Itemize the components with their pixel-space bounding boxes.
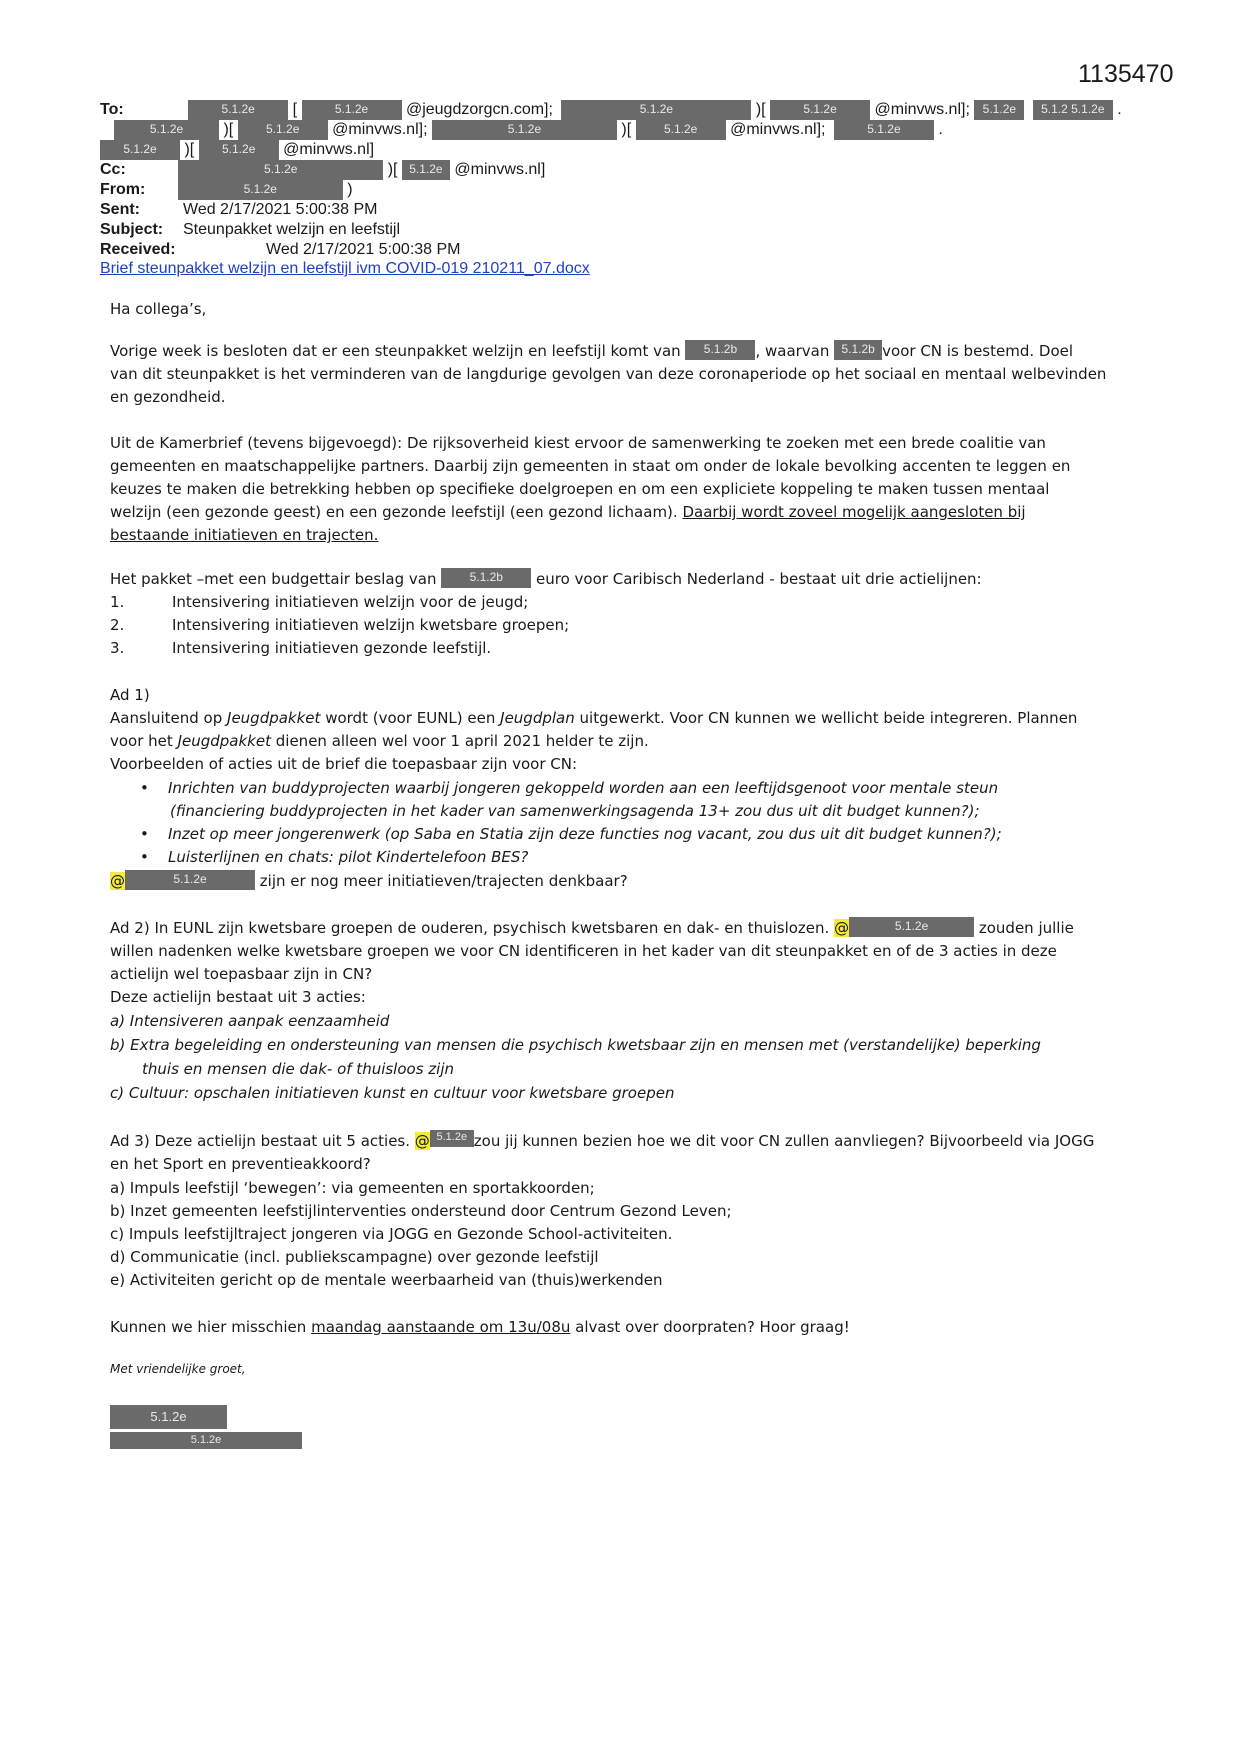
to-line-2: [100, 120, 943, 140]
bullet-continuation: (financiering buddyprojecten in het kader van samenwerkingsagenda 13+ zou dus uit dit budget kunnen?);: [170, 802, 980, 820]
cc-line: [100, 160, 545, 180]
text: Inrichten van buddyprojecten waarbij jongeren gekoppeld worden aan een leeftijdsgenoot voor mentale steun: [168, 779, 999, 797]
to-line-3: [100, 140, 374, 160]
subject-value: Steunpakket welzijn en leefstijl: [183, 221, 401, 238]
list-item: c) Cultuur: opschalen initiatieven kunst en cultuur voor kwetsbare groepen: [110, 1084, 675, 1102]
redaction: 5.1.2e: [125, 870, 255, 890]
redaction: 5.1.2e: [430, 1130, 474, 1147]
bullet-icon: •: [140, 848, 149, 866]
redaction: 5.1.2e: [770, 100, 870, 120]
redaction: 5.1.2e: [199, 140, 279, 160]
text: welzijn (een gezonde geest) en een gezonde leefstijl (een gezond lichaam).: [110, 503, 678, 521]
text: zijn er nog meer initiatieven/trajecten denkbaar?: [259, 872, 628, 890]
text: )[: [223, 121, 234, 138]
numbered-item: [110, 614, 569, 637]
redaction: 5.1.2e: [302, 100, 402, 120]
redaction: 5.1.2e: [114, 120, 219, 140]
item-text: Intensivering initiatieven welzijn voor de jeugd;: [172, 593, 529, 611]
text: @minvws.nl];: [332, 121, 428, 138]
bullet-item: [140, 846, 528, 869]
text: )[: [387, 161, 398, 178]
redaction: 5.1.2e: [849, 917, 974, 937]
item-text: Intensivering initiatieven welzijn kwetsbare groepen;: [172, 616, 570, 634]
text: uitgewerkt. Voor CN kunnen we wellicht beide integreren. Plannen: [579, 709, 1078, 727]
paragraph-line: [110, 568, 982, 591]
item-number: 3.: [110, 639, 125, 657]
text: Aansluitend op: [110, 709, 223, 727]
received-value: Wed 2/17/2021 5:00:38 PM: [266, 241, 461, 258]
sent-value: Wed 2/17/2021 5:00:38 PM: [183, 201, 378, 218]
received-line: [100, 240, 461, 260]
attachment-link[interactable]: Brief steunpakket welzijn en leefstijl ivm COVID-019 210211_07.docx: [100, 260, 590, 277]
paragraph-line: en gezondheid.: [110, 388, 226, 406]
redaction: 5.1.2e: [561, 100, 751, 120]
from-label: From:: [100, 181, 146, 198]
paragraph-line: en het Sport en preventieakkoord?: [110, 1155, 371, 1173]
redaction: 5.1.2e: [238, 120, 328, 140]
list-item: a) Intensiveren aanpak eenzaamheid: [110, 1012, 390, 1030]
text: alvast over doorpraten? Hoor graag!: [575, 1318, 850, 1336]
redaction: 5.1.2e: [834, 120, 934, 140]
list-item: e) Activiteiten gericht op de mentale weerbaarheid van (thuis)werkenden: [110, 1271, 663, 1289]
signature-redaction: 5.1.2e: [110, 1405, 227, 1429]
bullet-item: [140, 777, 998, 800]
redaction: 5.1.2b: [441, 568, 531, 588]
bullet-icon: •: [140, 779, 149, 797]
text: euro voor Caribisch Nederland - bestaat uit drie actielijnen:: [536, 570, 982, 588]
text: Vorige week is besloten dat er een steunpakket welzijn en leefstijl komt van: [110, 342, 681, 360]
text: @minvws.nl];: [730, 121, 826, 138]
redaction: 5.1.2e: [432, 120, 617, 140]
item-number: 2.: [110, 616, 125, 634]
paragraph-line: [110, 707, 1077, 730]
text: @minvws.nl]: [454, 161, 546, 178]
from-line: [100, 180, 353, 200]
list-item: a) Impuls leefstijl ‘bewegen’: via gemeenten en sportakkoorden;: [110, 1179, 595, 1197]
redaction: 5.1.2e: [178, 180, 343, 200]
paragraph-line: [110, 501, 1026, 524]
paragraph-line: [110, 340, 1073, 363]
text: @jeugdzorgcn.com];: [405, 101, 553, 118]
redaction: 5.1.2e: [178, 160, 383, 180]
list-item-continuation: thuis en mensen die dak- of thuisloos zijn: [142, 1060, 455, 1078]
document-id: 1135470: [1078, 60, 1174, 88]
text: .: [938, 121, 943, 138]
text: [: [292, 101, 298, 118]
redaction: 5.1.2 5.1.2e: [1033, 100, 1113, 120]
paragraph-line: actielijn wel toepasbaar zijn in CN?: [110, 965, 373, 983]
text: Ad 3) Deze actielijn bestaat uit 5 acties.: [110, 1132, 411, 1150]
paragraph-line: Deze actielijn bestaat uit 3 acties:: [110, 988, 366, 1006]
numbered-item: [110, 591, 528, 614]
received-label: Received:: [100, 241, 176, 258]
bullet-icon: •: [140, 825, 149, 843]
underlined-text: maandag aanstaande om 13u/08u: [311, 1318, 571, 1336]
text: Ad 2) In EUNL zijn kwetsbare groepen de ouderen, psychisch kwetsbaren en dak- en thuislozen.: [110, 919, 830, 937]
text: Jeugdplan: [500, 709, 575, 727]
sent-line: [100, 200, 378, 220]
text: Kunnen we hier misschien: [110, 1318, 307, 1336]
text: .: [1117, 101, 1122, 118]
redaction: 5.1.2e: [636, 120, 726, 140]
text: @minvws.nl];: [874, 101, 970, 118]
paragraph-line: [110, 730, 649, 753]
redaction: 5.1.2e: [974, 100, 1024, 120]
list-item: d) Communicatie (incl. publiekscampagne) over gezonde leefstijl: [110, 1248, 599, 1266]
bullet-item: [140, 823, 1002, 846]
paragraph-line: [110, 870, 628, 893]
text: Inzet op meer jongerenwerk (op Saba en Statia zijn deze functies nog vacant, zou dus uit dit budget kunnen?);: [168, 825, 1002, 843]
text: Jeugdpakket: [227, 709, 321, 727]
signoff: Met vriendelijke groet,: [110, 1362, 246, 1376]
greeting: Ha collega’s,: [110, 300, 207, 318]
text: Luisterlijnen en chats: pilot Kindertelefoon BES?: [168, 848, 529, 866]
text: @minvws.nl]: [283, 141, 375, 158]
paragraph-line: van dit steunpakket is het verminderen van de langdurige gevolgen van deze coronaperiode op het sociaal en mentaal welbevinden: [110, 365, 1107, 383]
section-title: Ad 1): [110, 686, 150, 704]
paragraph-line: Voorbeelden of acties uit de brief die toepasbaar zijn voor CN:: [110, 755, 578, 773]
text: zouden jullie: [978, 919, 1074, 937]
signature-redaction: 5.1.2e: [110, 1432, 302, 1449]
text: , waarvan: [755, 342, 830, 360]
text: )[: [184, 141, 195, 158]
text: ): [347, 181, 353, 198]
closing-line: [110, 1316, 850, 1339]
mention-at: @: [110, 872, 125, 890]
paragraph-line: keuzes te maken die betrekking hebben op specifieke doelgroepen en om een expliciete koppeling te maken tussen mentaal: [110, 480, 1050, 498]
subject-label: Subject:: [100, 221, 164, 238]
text: voor het: [110, 732, 173, 750]
to-line-1: [100, 100, 1122, 120]
underlined-text: Daarbij wordt zoveel mogelijk aangesloten bij: [682, 503, 1026, 521]
paragraph-line: willen nadenken welke kwetsbare groepen we voor CN identificeren in het kader van dit steunpakket en of de 3 acties in deze: [110, 942, 1057, 960]
redaction: 5.1.2b: [685, 340, 755, 360]
list-item: c) Impuls leefstijltraject jongeren via JOGG en Gezonde School-activiteiten.: [110, 1225, 673, 1243]
text: dienen alleen wel voor 1 april 2021 helder te zijn.: [275, 732, 649, 750]
sent-label: Sent:: [100, 201, 140, 218]
redaction: 5.1.2e: [188, 100, 288, 120]
redaction: 5.1.2e: [402, 160, 450, 180]
text: wordt (voor EUNL) een: [325, 709, 496, 727]
to-label: To:: [100, 101, 124, 118]
numbered-item: [110, 637, 491, 660]
text: voor CN is bestemd. Doel: [882, 342, 1074, 360]
paragraph-line: gemeenten en maatschappelijke partners. Daarbij zijn gemeenten in staat om onder de lokale bevolking accenten te leggen en: [110, 457, 1071, 475]
underlined-text: bestaande initiatieven en trajecten.: [110, 526, 379, 544]
mention-at: @: [834, 919, 850, 937]
redaction: 5.1.2b: [834, 340, 882, 360]
text: zou jij kunnen bezien hoe we dit voor CN zullen aanvliegen? Bijvoorbeeld via JOGG: [473, 1132, 1095, 1150]
text: )[: [621, 121, 632, 138]
item-text: Intensivering initiatieven gezonde leefstijl.: [172, 639, 492, 657]
paragraph-line: [110, 1130, 1094, 1153]
text: )[: [755, 101, 766, 118]
list-item: b) Extra begeleiding en ondersteuning van mensen die psychisch kwetsbaar zijn en mensen met (verstandelijke) beperking: [110, 1036, 1041, 1054]
text: Jeugdpakket: [177, 732, 271, 750]
list-item: b) Inzet gemeenten leefstijlinterventies ondersteund door Centrum Gezond Leven;: [110, 1202, 732, 1220]
mention-at: @: [414, 1132, 430, 1150]
redaction: 5.1.2e: [100, 140, 180, 160]
cc-label: Cc:: [100, 161, 126, 178]
item-number: 1.: [110, 593, 125, 611]
paragraph-line: [110, 917, 1074, 940]
subject-line: [100, 220, 400, 240]
text: Het pakket –met een budgettair beslag van: [110, 570, 437, 588]
paragraph-line: Uit de Kamerbrief (tevens bijgevoegd): De rijksoverheid kiest ervoor de samenwerking te zoeken met een brede coalitie van: [110, 434, 1046, 452]
